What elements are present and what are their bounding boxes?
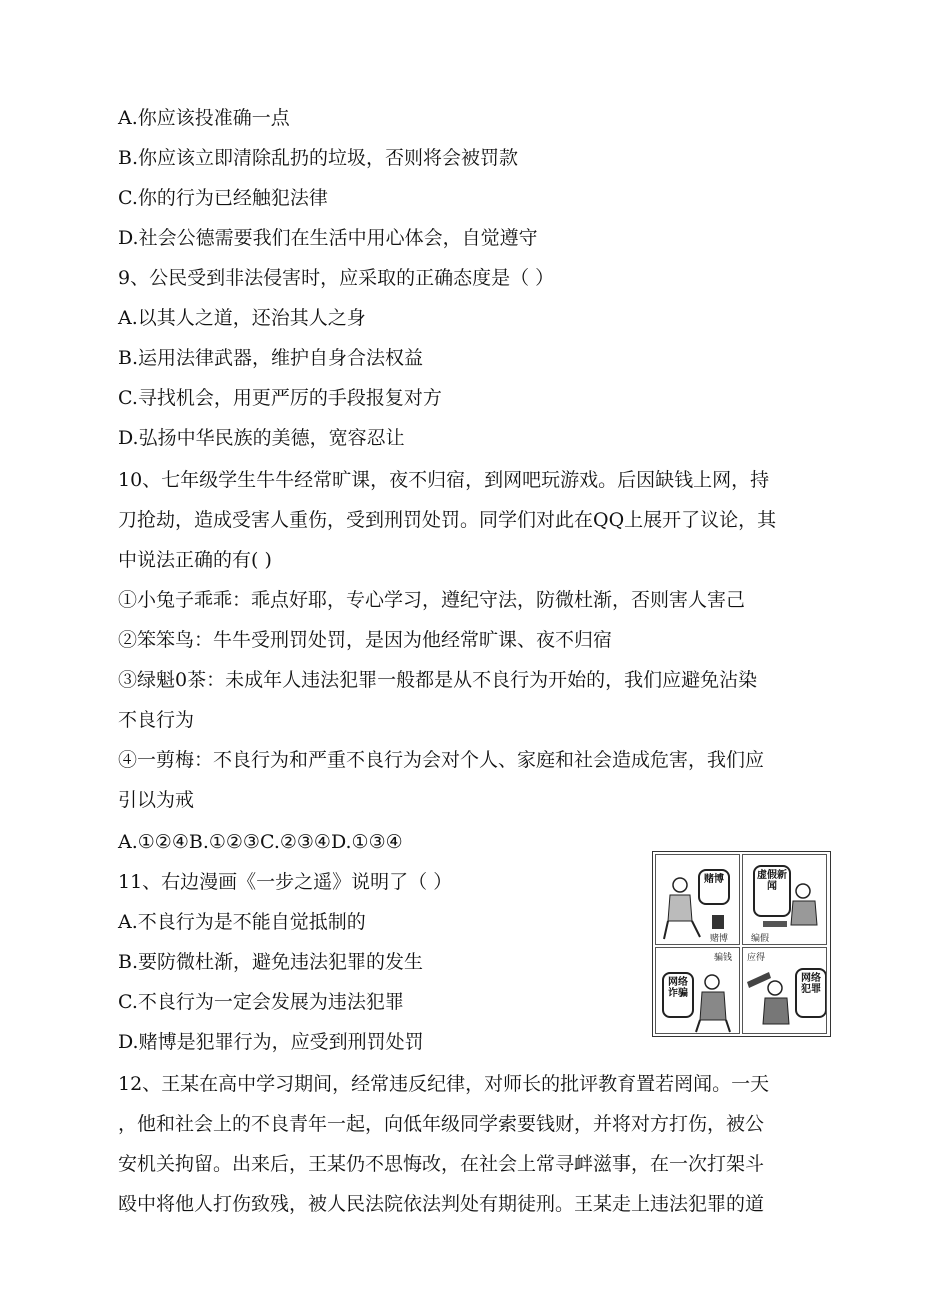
crime-screen: 网络犯罪 bbox=[795, 968, 827, 1018]
comic-panel-gambling bbox=[655, 854, 740, 945]
q11-option-d: D.赌博是犯罪行为，应受到刑罚处罚 bbox=[118, 1031, 424, 1053]
comic-one-step-away bbox=[652, 851, 831, 1037]
q10-options: A.①②④B.①②③C.②③④D.①③④ bbox=[118, 831, 403, 853]
comic-panel-fraud bbox=[655, 947, 740, 1034]
fake-news-screen: 虚假新闻 bbox=[753, 865, 791, 917]
q9-option-c: C.寻找机会，用更严厉的手段报复对方 bbox=[118, 387, 442, 409]
gambling-screen: 赌博 bbox=[698, 869, 730, 905]
fraud-top-caption: 骗钱 bbox=[714, 953, 733, 963]
q10-statement-3: ③绿魁0茶：未成年人违法犯罪一般都是从不良行为开始的，我们应避免沾染 bbox=[118, 669, 758, 691]
q11-stem: 11、右边漫画《一步之遥》说明了（ ） bbox=[118, 871, 453, 893]
q11-option-b: B.要防微杜渐，避免违法犯罪的发生 bbox=[118, 951, 424, 973]
q11-option-c: C.不良行为一定会发展为违法犯罪 bbox=[118, 991, 404, 1013]
q11-option-a: A.不良行为是不能自觉抵制的 bbox=[118, 911, 366, 933]
q12-line-2: ，他和社会上的不良青年一起，向低年级同学索要钱财，并将对方打伤，被公 bbox=[118, 1113, 765, 1135]
q8-option-b: B.你应该立即清除乱扔的垃圾，否则将会被罚款 bbox=[118, 147, 519, 169]
fraud-screen: 网络诈骗 bbox=[662, 972, 694, 1018]
q9-option-a: A.以其人之道，还治其人之身 bbox=[118, 307, 366, 329]
q8-option-a: A.你应该投准确一点 bbox=[118, 107, 290, 129]
q9-option-b: B.运用法律武器，维护自身合法权益 bbox=[118, 347, 424, 369]
comic-panel-fake-news bbox=[742, 854, 827, 945]
q10-statement-2: ②笨笨鸟：牛牛受刑罚处罚，是因为他经常旷课、夜不归宿 bbox=[118, 629, 613, 651]
q9-stem: 9、公民受到非法侵害时，应采取的正确态度是（ ） bbox=[118, 267, 555, 289]
q12-line-4: 殴中将他人打伤致残，被人民法院依法判处有期徒刑。王某走上违法犯罪的道 bbox=[118, 1193, 765, 1215]
q12-line-1: 12、王某在高中学习期间，经常违反纪律，对师长的批评教育置若罔闻。一天 bbox=[118, 1073, 770, 1095]
q8-option-d: D.社会公德需要我们在生活中用心体会，自觉遵守 bbox=[118, 227, 538, 249]
q9-option-d: D.弘扬中华民族的美德，宽容忍让 bbox=[118, 427, 405, 449]
q10-stem-line-3: 中说法正确的有( ) bbox=[118, 549, 272, 571]
gambling-caption: 赌博 bbox=[710, 934, 729, 944]
q10-statement-4: ④一剪梅：不良行为和严重不良行为会对个人、家庭和社会造成危害，我们应 bbox=[118, 749, 765, 771]
crime-top-caption: 应得 bbox=[747, 953, 766, 963]
q10-statement-4-cont: 引以为戒 bbox=[118, 789, 195, 811]
q10-statement-3-cont: 不良行为 bbox=[118, 709, 195, 731]
comic-panel-crime bbox=[742, 947, 827, 1034]
q10-stem-line-2: 刀抢劫，造成受害人重伤，受到刑罚处罚。同学们对此在QQ上展开了议论，其 bbox=[118, 509, 777, 531]
q12-line-3: 安机关拘留。出来后，王某仍不思悔改，在社会上常寻衅滋事，在一次打架斗 bbox=[118, 1153, 765, 1175]
q10-statement-1: ①小兔子乖乖：乖点好耶，专心学习，遵纪守法，防微杜渐，否则害人害己 bbox=[118, 589, 746, 611]
q8-option-c: C.你的行为已经触犯法律 bbox=[118, 187, 328, 209]
fake-news-caption: 编假 bbox=[751, 934, 770, 944]
q10-stem-line-1: 10、七年级学生牛牛经常旷课，夜不归宿，到网吧玩游戏。后因缺钱上网，持 bbox=[118, 469, 770, 491]
